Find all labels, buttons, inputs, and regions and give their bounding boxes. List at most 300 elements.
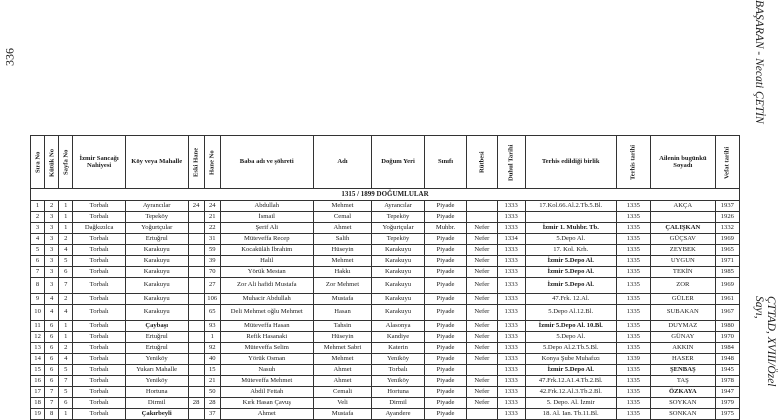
- table-cell: Dirmil: [372, 398, 425, 409]
- table-cell: Nefer: [467, 305, 497, 321]
- col-header: Rütbesi: [467, 136, 497, 189]
- table-cell: Müteveffa Selim: [220, 343, 313, 354]
- table-cell: 1335: [616, 376, 650, 387]
- running-head-journal: ÇTTAD, XVIII/Özel Sayı,: [753, 296, 777, 387]
- table-cell: 1333: [497, 332, 525, 343]
- table-cell: Nasuh: [220, 365, 313, 376]
- table-cell: 2: [59, 343, 73, 354]
- table-cell: 1335: [616, 294, 650, 305]
- table-row: [31, 387, 740, 398]
- table-row: [31, 376, 740, 387]
- table-cell: 1967: [715, 305, 739, 321]
- table-cell: 17. Kol. Krh.: [525, 245, 616, 256]
- table-cell: GÜLER: [651, 294, 716, 305]
- table-cell: 1333: [497, 409, 525, 420]
- table-cell: Nefer: [467, 267, 497, 278]
- table-cell: Karakuyu: [372, 256, 425, 267]
- table-cell: 2: [45, 201, 59, 212]
- table-cell: 1335: [616, 409, 650, 420]
- table-cell: Veli: [313, 398, 372, 409]
- table-cell: Karakuyu: [125, 278, 188, 294]
- table-cell: 1970: [715, 332, 739, 343]
- table-cell: DUYMAZ: [651, 321, 716, 332]
- table-cell: Torbalı: [73, 256, 126, 267]
- table-cell: Ertuğrul: [125, 332, 188, 343]
- table-cell: UYGUN: [651, 256, 716, 267]
- table-cell: Karakuyu: [125, 294, 188, 305]
- table-cell: Müteveffa Mehmet: [220, 376, 313, 387]
- table-cell: Kandiye: [372, 332, 425, 343]
- table-row: [31, 223, 740, 234]
- table-cell: 1: [59, 321, 73, 332]
- table-cell: 6: [45, 321, 59, 332]
- table-cell: TAŞ: [651, 376, 716, 387]
- table-cell: Ayrancılar: [372, 201, 425, 212]
- table-cell: Tahsin: [313, 321, 372, 332]
- table-cell: [188, 223, 204, 234]
- table-cell: 1333: [497, 398, 525, 409]
- table-cell: 1: [59, 332, 73, 343]
- table-cell: Kocaküläh İbrahim: [220, 245, 313, 256]
- table-cell: 24: [204, 201, 220, 212]
- table-cell: Mehmet: [313, 201, 372, 212]
- table-cell: Piyade: [424, 212, 466, 223]
- col-header: Vefat tarihi: [715, 136, 739, 189]
- table-cell: Piyade: [424, 256, 466, 267]
- table-cell: [467, 201, 497, 212]
- table-cell: 1333: [497, 212, 525, 223]
- table-cell: Torbalı: [372, 365, 425, 376]
- table-cell: Ertuğrul: [125, 234, 188, 245]
- table-cell: Muhacir Abdullah: [220, 294, 313, 305]
- table-cell: [188, 294, 204, 305]
- table-cell: Yeniköy: [125, 354, 188, 365]
- table-cell: 28: [204, 398, 220, 409]
- table-cell: 1335: [616, 278, 650, 294]
- table-cell: SOYKAN: [651, 398, 716, 409]
- table-cell: 5: [59, 256, 73, 267]
- table-cell: 1979: [715, 398, 739, 409]
- table-cell: 7: [59, 278, 73, 294]
- table-row: [31, 201, 740, 212]
- table-cell: Piyade: [424, 305, 466, 321]
- table-cell: 1971: [715, 256, 739, 267]
- table-cell: Hortuna: [372, 387, 425, 398]
- table-cell: Nefer: [467, 256, 497, 267]
- table-cell: 39: [204, 256, 220, 267]
- table-cell: 106: [204, 294, 220, 305]
- table-cell: 6: [45, 343, 59, 354]
- table-cell: 1985: [715, 267, 739, 278]
- table-cell: Yukarı Mahalle: [125, 365, 188, 376]
- table-row: [31, 256, 740, 267]
- table-cell: Piyade: [424, 398, 466, 409]
- table-cell: 37: [204, 409, 220, 420]
- table-cell: 1969: [715, 278, 739, 294]
- table-cell: Mustafa: [313, 294, 372, 305]
- table-row: [31, 294, 740, 305]
- col-header: Doğum Yeri: [372, 136, 425, 189]
- table-cell: Dağkızılca: [73, 223, 126, 234]
- table-cell: Ahmet: [220, 409, 313, 420]
- table-cell: 1333: [497, 343, 525, 354]
- table-cell: Torbalı: [73, 234, 126, 245]
- table-cell: 3: [45, 278, 59, 294]
- col-header: Köy veya Mahalle: [125, 136, 188, 189]
- col-header: Terhis tarihi: [616, 136, 650, 189]
- table-cell: 92: [204, 343, 220, 354]
- table-cell: 1335: [616, 256, 650, 267]
- table-cell: ÇALIŞKAN: [651, 223, 716, 234]
- table-cell: Cemali: [313, 387, 372, 398]
- table-cell: İzmir 5.Depo Al.: [525, 267, 616, 278]
- table-cell: SUBAKAN: [651, 305, 716, 321]
- table-cell: 1975: [715, 409, 739, 420]
- table-cell: 1947: [715, 387, 739, 398]
- table-cell: Kırk Hasan Çavuş: [220, 398, 313, 409]
- table-cell: 1333: [497, 278, 525, 294]
- table-cell: 24: [188, 201, 204, 212]
- table-cell: SONKAN: [651, 409, 716, 420]
- table-cell: 7: [45, 387, 59, 398]
- table-cell: Nefer: [467, 387, 497, 398]
- table-cell: [188, 234, 204, 245]
- table-cell: Torbalı: [73, 343, 126, 354]
- table-cell: [188, 321, 204, 332]
- table-cell: 1335: [616, 234, 650, 245]
- table-cell: 1945: [715, 365, 739, 376]
- table-cell: Nefer: [467, 398, 497, 409]
- table-cell: Torbalı: [73, 294, 126, 305]
- table-cell: 13: [31, 343, 45, 354]
- table-cell: Torbalı: [73, 354, 126, 365]
- table-cell: 1333: [497, 305, 525, 321]
- table-cell: GÜÇSAV: [651, 234, 716, 245]
- table-cell: ZOR: [651, 278, 716, 294]
- table-cell: 4: [59, 354, 73, 365]
- table-cell: Hakkı: [313, 267, 372, 278]
- table-cell: Yeniköy: [372, 376, 425, 387]
- table-cell: Salih: [313, 234, 372, 245]
- table-cell: 1335: [616, 267, 650, 278]
- table-cell: 27: [204, 278, 220, 294]
- table-cell: İzmir 5.Depo Al. 10.Bl.: [525, 321, 616, 332]
- table-cell: 3: [45, 256, 59, 267]
- table-cell: 1937: [715, 201, 739, 212]
- table-cell: Nefer: [467, 343, 497, 354]
- section-row: [31, 189, 740, 201]
- table-cell: 1333: [497, 387, 525, 398]
- table-cell: 1961: [715, 294, 739, 305]
- table-cell: Piyade: [424, 332, 466, 343]
- table-cell: Torbalı: [73, 387, 126, 398]
- col-header: Sıra No: [31, 136, 45, 189]
- table-cell: Karakuyu: [372, 245, 425, 256]
- table-cell: Karakuyu: [372, 305, 425, 321]
- table-cell: 5.Depo Al.: [525, 234, 616, 245]
- table-cell: İzmir 1. Muhbr. Tb.: [525, 223, 616, 234]
- table-cell: [467, 409, 497, 420]
- table-cell: [188, 409, 204, 420]
- table-cell: [188, 278, 204, 294]
- table-cell: Torbalı: [73, 332, 126, 343]
- table-cell: Zor Ali hafidi Mustafa: [220, 278, 313, 294]
- table-cell: 1333: [497, 201, 525, 212]
- table-cell: Torbalı: [73, 245, 126, 256]
- table-cell: 1: [59, 409, 73, 420]
- table-cell: Piyade: [424, 376, 466, 387]
- col-header: İzmir Sancağı Nahiyesi: [73, 136, 126, 189]
- table-cell: Deli Mehmet oğlu Mehmet: [220, 305, 313, 321]
- table-cell: Konya Şube Muhafızı: [525, 354, 616, 365]
- col-header: Eski Hane: [188, 136, 204, 189]
- table-cell: Nefer: [467, 354, 497, 365]
- table-cell: 17: [31, 387, 45, 398]
- table-cell: Piyade: [424, 267, 466, 278]
- table-cell: Hortuna: [125, 387, 188, 398]
- running-head-authors: BAŞARAN - Necati ÇETİN: [753, 0, 765, 124]
- table-cell: 4: [31, 234, 45, 245]
- table-cell: 9: [31, 294, 45, 305]
- table-cell: İzmir 5.Depo Al.: [525, 278, 616, 294]
- table-row: [31, 278, 740, 294]
- table-cell: 5.Depo Al.12.Bl.: [525, 305, 616, 321]
- table-cell: Abdil Fettah: [220, 387, 313, 398]
- table-cell: [188, 212, 204, 223]
- table-cell: [188, 267, 204, 278]
- table-cell: 22: [204, 223, 220, 234]
- table-cell: 10: [31, 305, 45, 321]
- table-cell: 47.Frk.12.A1.4.Tb.2.Bl.: [525, 376, 616, 387]
- table-row: [31, 321, 740, 332]
- table-cell: [467, 365, 497, 376]
- table-cell: Torbalı: [73, 321, 126, 332]
- table-cell: Alasonya: [372, 321, 425, 332]
- table-cell: 1333: [497, 365, 525, 376]
- table-cell: Torbalı: [73, 409, 126, 420]
- table-cell: Piyade: [424, 245, 466, 256]
- table-cell: Müteveffa Hasan: [220, 321, 313, 332]
- table-cell: Piyade: [424, 365, 466, 376]
- table-cell: 1333: [497, 256, 525, 267]
- table-cell: 1335: [616, 245, 650, 256]
- table-cell: Müteveffa Recep: [220, 234, 313, 245]
- table-cell: Yeniköy: [372, 354, 425, 365]
- table-cell: 6: [45, 365, 59, 376]
- table-cell: [188, 343, 204, 354]
- table-cell: GÜNAY: [651, 332, 716, 343]
- table-cell: Yeniköy: [125, 376, 188, 387]
- table-cell: 3: [45, 212, 59, 223]
- table-cell: 7: [59, 376, 73, 387]
- table-cell: Yörük Mestan: [220, 267, 313, 278]
- table-cell: İzmir 5.Depo Al.: [525, 365, 616, 376]
- table-cell: 6: [45, 332, 59, 343]
- table-cell: 1: [31, 201, 45, 212]
- table-cell: Ahmet: [313, 223, 372, 234]
- table-cell: 31: [204, 234, 220, 245]
- table-cell: 14: [31, 354, 45, 365]
- table-cell: 1335: [616, 332, 650, 343]
- table-cell: Karakuyu: [372, 267, 425, 278]
- col-header: Duhul Tarihi: [497, 136, 525, 189]
- table-cell: Piyade: [424, 321, 466, 332]
- table-row: [31, 365, 740, 376]
- table-cell: 1335: [616, 398, 650, 409]
- table-cell: Hüseyin: [313, 245, 372, 256]
- table-cell: Halil: [220, 256, 313, 267]
- table-cell: 1334: [497, 234, 525, 245]
- table-cell: 1948: [715, 354, 739, 365]
- table-cell: Tepeköy: [372, 212, 425, 223]
- table-cell: Piyade: [424, 343, 466, 354]
- table-cell: 8: [45, 409, 59, 420]
- table-cell: [188, 376, 204, 387]
- table-cell: 1984: [715, 343, 739, 354]
- table-cell: Abdullah: [220, 201, 313, 212]
- table-cell: 1335: [616, 365, 650, 376]
- table-cell: 1335: [616, 387, 650, 398]
- table-cell: 7: [31, 267, 45, 278]
- table-cell: Çakırbeyli: [125, 409, 188, 420]
- table-cell: 5. Depo. Al. İzmir: [525, 398, 616, 409]
- table-cell: ZEYBEK: [651, 245, 716, 256]
- table-cell: ÖZKAYA: [651, 387, 716, 398]
- table-cell: 4: [45, 305, 59, 321]
- col-header: Ailenin bugünkü Soyadı: [651, 136, 716, 189]
- table-cell: AKKIN: [651, 343, 716, 354]
- table-cell: Şerif Ali: [220, 223, 313, 234]
- table-cell: Torbalı: [73, 201, 126, 212]
- table-cell: 1335: [616, 212, 650, 223]
- table-cell: Nefer: [467, 223, 497, 234]
- table-row: [31, 245, 740, 256]
- table-cell: Nefer: [467, 332, 497, 343]
- table-cell: 5: [59, 365, 73, 376]
- table-cell: [188, 332, 204, 343]
- table-cell: Çaybaşı: [125, 321, 188, 332]
- table-cell: 1: [59, 223, 73, 234]
- table-cell: Karakuyu: [372, 294, 425, 305]
- table-cell: AKÇA: [651, 201, 716, 212]
- table-row: [31, 343, 740, 354]
- table-cell: 1: [204, 332, 220, 343]
- table-row: [31, 305, 740, 321]
- col-header: Terhis edildiği birlik: [525, 136, 616, 189]
- table-cell: 65: [204, 305, 220, 321]
- table-cell: Ayrancılar: [125, 201, 188, 212]
- table-cell: Tepeköy: [125, 212, 188, 223]
- table-cell: Nefer: [467, 234, 497, 245]
- table-row: [31, 398, 740, 409]
- table-cell: 21: [204, 376, 220, 387]
- table-row: [31, 354, 740, 365]
- table-cell: 42.Frk.12.Al.3.Tb.2.Bl.: [525, 387, 616, 398]
- table-cell: Ahmet: [313, 376, 372, 387]
- table-cell: 1335: [616, 201, 650, 212]
- table-cell: 70: [204, 267, 220, 278]
- table-cell: 19: [31, 409, 45, 420]
- table-cell: Torbalı: [73, 398, 126, 409]
- col-header: Sınıfı: [424, 136, 466, 189]
- table-cell: 47.Frk. 12.Al.: [525, 294, 616, 305]
- table-cell: 40: [204, 354, 220, 365]
- table-header-row: [31, 136, 740, 189]
- table-cell: 3: [45, 267, 59, 278]
- table-cell: [651, 212, 716, 223]
- table-cell: Nefer: [467, 376, 497, 387]
- table-cell: 59: [204, 245, 220, 256]
- table-cell: 2: [59, 234, 73, 245]
- table-cell: 1980: [715, 321, 739, 332]
- table-cell: 6: [45, 354, 59, 365]
- table-cell: Torbalı: [73, 305, 126, 321]
- table-cell: Katerin: [372, 343, 425, 354]
- table-cell: 5: [31, 245, 45, 256]
- table-cell: Muhbr.: [424, 223, 466, 234]
- table-cell: Zor Mehmet: [313, 278, 372, 294]
- table-cell: Hüseyin: [313, 332, 372, 343]
- table-cell: 1978: [715, 376, 739, 387]
- table-cell: Torbalı: [73, 267, 126, 278]
- table-cell: Piyade: [424, 234, 466, 245]
- table-cell: 17.Kol.66.Al.2.Tb.5.Bl.: [525, 201, 616, 212]
- table-cell: Karakuyu: [125, 267, 188, 278]
- table-cell: 6: [31, 256, 45, 267]
- table-cell: 1333: [497, 376, 525, 387]
- table-cell: Dirmil: [125, 398, 188, 409]
- table-cell: 5.Depo Al.: [525, 332, 616, 343]
- table-cell: Mehmet: [313, 354, 372, 365]
- table-cell: 1333: [497, 321, 525, 332]
- table-cell: Piyade: [424, 354, 466, 365]
- page-number: 336: [2, 48, 17, 66]
- table-cell: 2: [59, 294, 73, 305]
- table-cell: ŞENBAŞ: [651, 365, 716, 376]
- table-cell: Torbalı: [73, 212, 126, 223]
- table-cell: Yoğurtçular: [125, 223, 188, 234]
- table-cell: 7: [45, 398, 59, 409]
- table-cell: 1335: [616, 321, 650, 332]
- table-cell: Piyade: [424, 294, 466, 305]
- records-table: [30, 135, 740, 420]
- table-cell: 6: [59, 398, 73, 409]
- col-header: Adı: [313, 136, 372, 189]
- table-cell: Tepeköy: [372, 234, 425, 245]
- table-cell: Ertuğrul: [125, 343, 188, 354]
- table-cell: 15: [31, 365, 45, 376]
- table-cell: [188, 256, 204, 267]
- table-cell: Karakuyu: [125, 256, 188, 267]
- col-header: Sayfa No: [59, 136, 73, 189]
- table-cell: Piyade: [424, 387, 466, 398]
- table-cell: 5: [59, 387, 73, 398]
- table-cell: Yörük Osman: [220, 354, 313, 365]
- table-cell: [188, 354, 204, 365]
- table-cell: 1333: [497, 245, 525, 256]
- table-cell: Mustafa: [313, 409, 372, 420]
- table-cell: Karakuyu: [372, 278, 425, 294]
- table-cell: 1335: [616, 343, 650, 354]
- table-cell: 21: [204, 212, 220, 223]
- table-cell: TEKİN: [651, 267, 716, 278]
- table-cell: 28: [188, 398, 204, 409]
- table-cell: 93: [204, 321, 220, 332]
- table-cell: Torbalı: [73, 376, 126, 387]
- table-cell: 6: [59, 267, 73, 278]
- table-cell: Nefer: [467, 245, 497, 256]
- table-cell: [188, 387, 204, 398]
